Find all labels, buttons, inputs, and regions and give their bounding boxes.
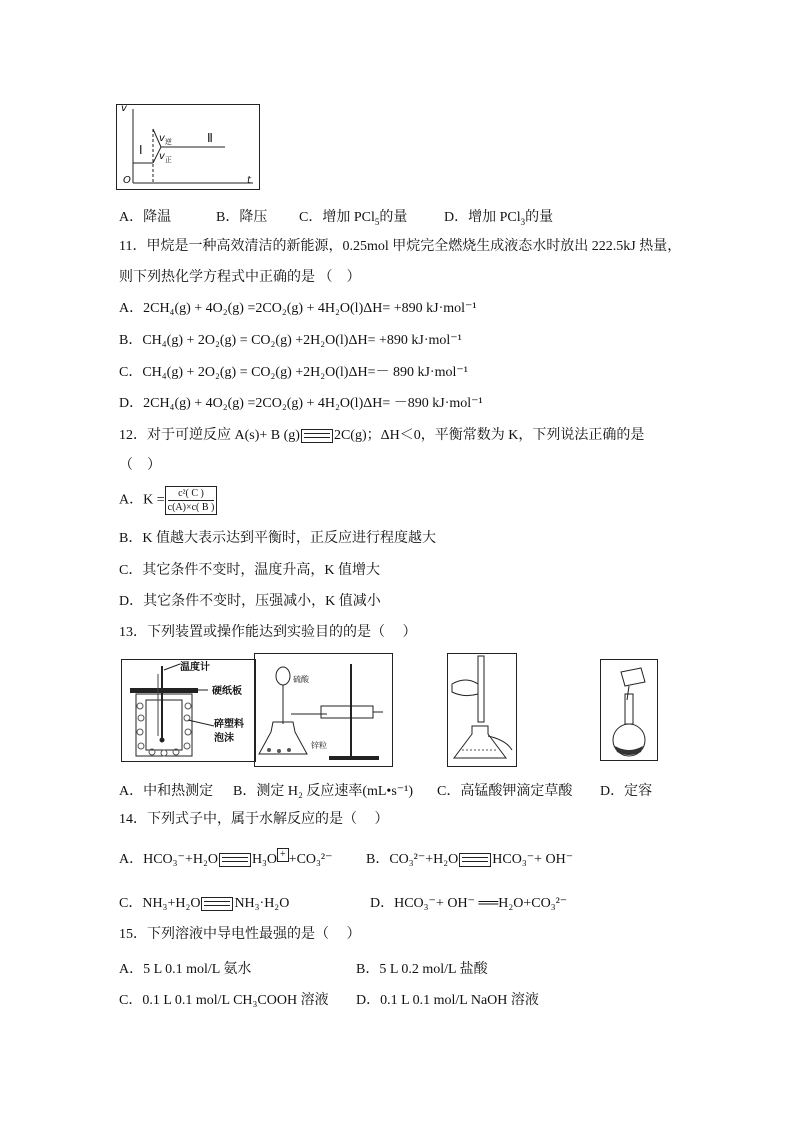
cardboard-label: 硬纸板 <box>212 686 242 697</box>
q15-stem: 15．下列溶液中导电性最强的是（ ） <box>119 927 361 942</box>
titration-svg <box>448 654 516 766</box>
acid-label: 硫酸 <box>293 675 309 684</box>
k-expression-fraction: $\frac{\text{c²( C )}}{c(A)\times c( B )}$ <box>165 486 218 515</box>
q14-option-a: A．HCO₃⁻+H₂O H₃O + +CO₃²⁻ <box>119 849 333 867</box>
q10-option-c: C．增加 PCl$_5$的量 <box>299 210 408 227</box>
q10-option-a: A．降温 <box>119 210 172 225</box>
equilibrium-arrow-icon <box>219 853 251 867</box>
v-forward-label: $v_正$ <box>159 151 172 164</box>
axis-t-label: t <box>247 175 251 186</box>
equilibrium-arrow-icon <box>301 429 333 443</box>
q13-option-c: C．高锰酸钾滴定草酸 <box>437 784 573 799</box>
q14-option-c: C．NH₃+H₂O NH₃·H₂O <box>119 896 290 911</box>
q13-option-a: A．中和热测定 <box>119 784 214 799</box>
q12-stem: 12．对于可逆反应 A(s)+ B (g) 2C(g)；ΔH＜0，平衡常数为 K，下列说法正确的是 <box>119 428 645 443</box>
q13-option-b: B．测定 H₂ 反应速率(mL•s⁻¹) <box>233 784 414 799</box>
q11-option-c: C．CH₄(g) + 2O₂(g) = CO₂(g) +2H₂O(l)ΔH=－ 890 kJ·mol⁻¹ <box>119 365 468 380</box>
q11-stem-line1: 11．甲烷是一种高效清洁的新能源，0.25mol 甲烷完全燃烧生成液态水时放出 222.5kJ 热量， <box>119 239 682 254</box>
equilibrium-arrow-icon <box>459 853 491 867</box>
foam-label: 碎塑料 泡沫 <box>214 719 244 744</box>
q12-option-c: C．其它条件不变时，温度升高，K 值增大 <box>119 563 380 578</box>
q11-stem-line2: 则下列热化学方程式中正确的是 （ ） <box>119 270 361 285</box>
q14-stem: 14．下列式子中，属于水解反应的是（ ） <box>119 812 389 827</box>
figure-calorimeter <box>121 659 256 762</box>
region-1-label: Ⅰ <box>139 143 143 157</box>
rate-time-graph <box>116 104 260 190</box>
axis-v-label: v <box>121 103 127 114</box>
q12-paren: （ ） <box>119 458 161 473</box>
region-2-label: Ⅱ <box>207 131 213 145</box>
q15-option-d: D．0.1 L 0.1 mol/L NaOH 溶液 <box>356 993 539 1008</box>
figure-volumetric-flask <box>600 659 658 761</box>
q15-option-a: A．5 L 0.1 mol/L 氨水 <box>119 962 252 977</box>
origin-label: O <box>123 175 131 186</box>
q12-option-b: B．K 值越大表示达到平衡时，正反应进行程度越大 <box>119 531 436 546</box>
equilibrium-arrow-icon <box>201 897 233 911</box>
q14-option-b: B．CO₃²⁻+H₂O HCO₃⁻+ OH⁻ <box>366 852 574 867</box>
q15-option-c: C．0.1 L 0.1 mol/L CH₃COOH 溶液 <box>119 993 329 1008</box>
q13-stem: 13．下列装置或操作能达到实验目的的是（ ） <box>119 625 417 640</box>
q10-option-d: D．增加 PCl$_3$的量 <box>444 210 554 227</box>
q15-option-b: B．5 L 0.2 mol/L 盐酸 <box>356 962 488 977</box>
v-reverse-label: $v_逆$ <box>159 133 172 146</box>
flask-svg <box>601 660 657 760</box>
q10-option-b: B．降压 <box>216 210 268 225</box>
figure-h2-rate-apparatus <box>254 653 393 767</box>
q12-option-d: D．其它条件不变时，压强减小，K 值减小 <box>119 594 381 609</box>
q12-option-a: A．K = $\frac{\text{c²( C )}}{c(A)\times c( B )}$ <box>119 486 217 515</box>
q11-option-a: A．2CH₄(g) + 4O₂(g) =2CO₂(g) + 4H₂O(l)ΔH= +890 kJ·mol⁻¹ <box>119 301 477 316</box>
figure-titration <box>447 653 517 767</box>
q14-option-d: D．HCO₃⁻+ OH⁻ ══H₂O+CO₃²⁻ <box>370 896 568 911</box>
zinc-label: 锌粒 <box>311 741 327 750</box>
q11-option-b: B．CH₄(g) + 2O₂(g) = CO₂(g) +2H₂O(l)ΔH= +890 kJ·mol⁻¹ <box>119 333 462 348</box>
q11-option-d: D．2CH₄(g) + 4O₂(g) =2CO₂(g) + 4H₂O(l)ΔH= －890 kJ·mol⁻¹ <box>119 396 483 411</box>
q13-option-d: D．定容 <box>600 784 653 799</box>
thermometer-label: 温度计 <box>180 662 210 673</box>
